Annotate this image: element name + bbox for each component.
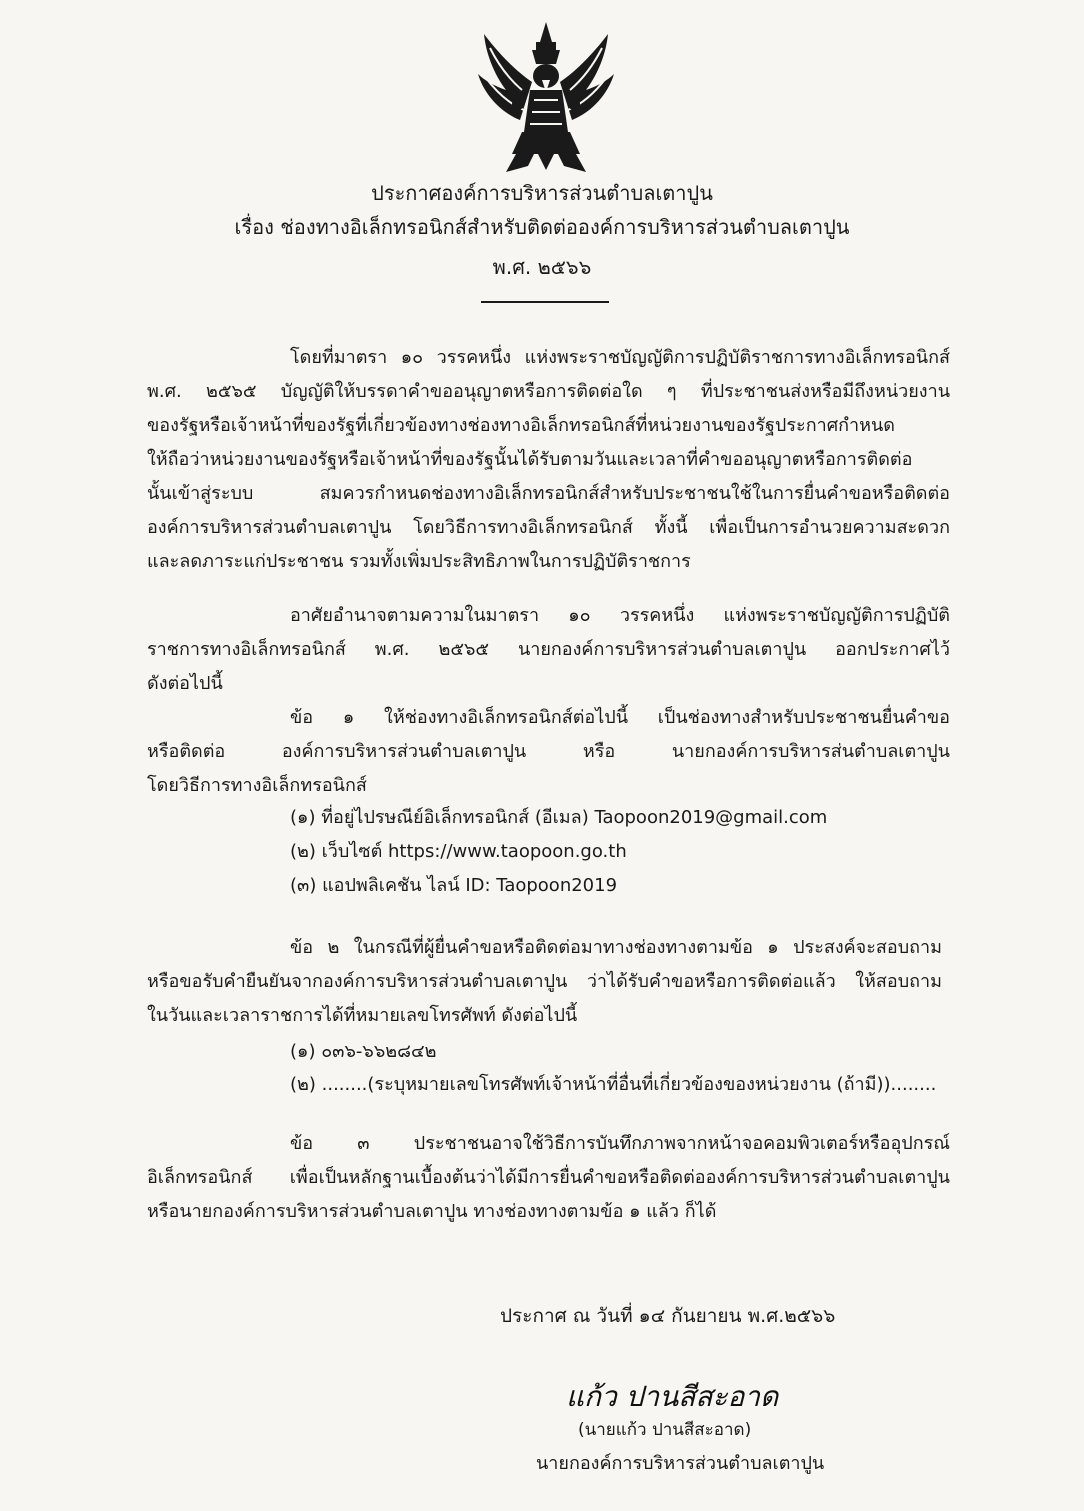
paragraph-line: ราชการทางอิเล็กทรอนิกส์ พ.ศ. ๒๕๖๕ นายกองค์การบริหารส่วนตำบลเตาปูน ออกประกาศไว้: [147, 639, 950, 660]
header-divider: [481, 301, 609, 303]
garuda-emblem-icon: [476, 20, 616, 178]
clause-3-line: หรือนายกองค์การบริหารส่วนตำบลเตาปูน ทางช่องทางตามข้อ ๑ แล้ว ก็ได้: [147, 1201, 717, 1222]
clause-2-line: ในวันและเวลาราชการได้ที่หมายเลขโทรศัพท์ ดังต่อไปนี้: [147, 1005, 578, 1026]
paragraph-line: ดังต่อไปนี้: [147, 673, 223, 694]
announcement-year: พ.ศ. ๒๕๖๖: [492, 255, 592, 279]
paragraph-line: และลดภาระแก่ประชาชน รวมทั้งเพิ่มประสิทธิภาพในการปฏิบัติราชการ: [147, 551, 691, 572]
announcement-date: ประกาศ ณ วันที่ ๑๔ กันยายน พ.ศ.๒๕๖๖: [500, 1305, 836, 1327]
paragraph-line: ให้ถือว่าหน่วยงานของรัฐหรือเจ้าหน้าที่ของรัฐนั้นได้รับตามวันและเวลาที่คำขออนุญาตหรือการติดต่อ: [147, 449, 913, 470]
clause-3-line: ข้อ ๓ ประชาชนอาจใช้วิธีการบันทึกภาพจากหน้าจอคอมพิวเตอร์หรืออุปกรณ์: [290, 1133, 950, 1154]
clause-1-line: ข้อ ๑ ให้ช่องทางอิเล็กทรอนิกส์ต่อไปนี้ เป็นช่องทางสำหรับประชาชนยื่นคำขอ: [290, 707, 950, 728]
paragraph-line: นั้นเข้าสู่ระบบ สมควรกำหนดช่องทางอิเล็กทรอนิกส์สำหรับประชาชนใช้ในการยื่นคำขอหรือติดต่อ: [147, 483, 950, 504]
channel-website: (๒) เว็บไซต์ https://www.taopoon.go.th: [290, 841, 627, 862]
paragraph-line: โดยที่มาตรา ๑๐ วรรคหนึ่ง แห่งพระราชบัญญัติการปฏิบัติราชการทางอิเล็กทรอนิกส์: [290, 347, 950, 368]
paragraph-line: พ.ศ. ๒๕๖๕ บัญญัติให้บรรดาคำขออนุญาตหรือการติดต่อใด ๆ ที่ประชาชนส่งหรือมีถึงหน่วยงาน: [147, 381, 950, 402]
signer-name: (นายแก้ว ปานสีสะอาด): [578, 1420, 752, 1440]
clause-3-line: อิเล็กทรอนิกส์ เพื่อเป็นหลักฐานเบื้องต้นว่าได้มีการยื่นคำขอหรือติดต่อองค์การบริหารส่วนตำบลเตาปูน: [147, 1167, 950, 1188]
clause-2-line: หรือขอรับคำยืนยันจากองค์การบริหารส่วนตำบลเตาปูน ว่าได้รับคำขอหรือการติดต่อแล้ว ให้สอบถาม: [147, 971, 942, 992]
clause-1-line: โดยวิธีการทางอิเล็กทรอนิกส์: [147, 775, 367, 796]
paragraph-line: องค์การบริหารส่วนตำบลเตาปูน โดยวิธีการทางอิเล็กทรอนิกส์ ทั้งนี้ เพื่อเป็นการอำนวยความสะดวก: [147, 517, 950, 538]
phone-2: (๒) ........(ระบุหมายเลขโทรศัพท์เจ้าหน้าที่อื่นที่เกี่ยวข้องของหน่วยงาน (ถ้ามี))........: [290, 1074, 937, 1095]
signature-handwritten: [560, 1372, 850, 1418]
channel-line-app: (๓) แอปพลิเคชัน ไลน์ ID: Taopoon2019: [290, 875, 618, 896]
channel-email: (๑) ที่อยู่ไปรษณีย์อิเล็กทรอนิกส์ (อีเมล) Taopoon2019@gmail.com: [290, 807, 828, 828]
signer-title: นายกองค์การบริหารส่วนตำบลเตาปูน: [536, 1453, 825, 1474]
paragraph-line: อาศัยอำนาจตามความในมาตรา ๑๐ วรรคหนึ่ง แห่งพระราชบัญญัติการปฏิบัติ: [290, 605, 950, 626]
phone-1: (๑) ๐๓๖-๖๖๒๘๔๒: [290, 1041, 437, 1062]
clause-1-line: หรือติดต่อ องค์การบริหารส่วนตำบลเตาปูน หรือ นายกองค์การบริหารส่นตำบลเตาปูน: [147, 741, 950, 762]
announcement-title: ประกาศองค์การบริหารส่วนตำบลเตาปูน: [371, 181, 713, 205]
paragraph-line: ของรัฐหรือเจ้าหน้าที่ของรัฐที่เกี่ยวข้องทางช่องทางอิเล็กทรอนิกส์ที่หน่วยงานของรัฐประกาศกำหนด: [147, 415, 895, 436]
svg-text:แก้ว ปานสีสะอาด: แก้ว ปานสีสะอาด: [566, 1380, 779, 1413]
clause-2-line: ข้อ ๒ ในกรณีที่ผู้ยื่นคำขอหรือติดต่อมาทางช่องทางตามข้อ ๑ ประสงค์จะสอบถาม: [290, 937, 942, 958]
announcement-subject: เรื่อง ช่องทางอิเล็กทรอนิกส์สำหรับติดต่อองค์การบริหารส่วนตำบลเตาปูน: [234, 215, 850, 239]
